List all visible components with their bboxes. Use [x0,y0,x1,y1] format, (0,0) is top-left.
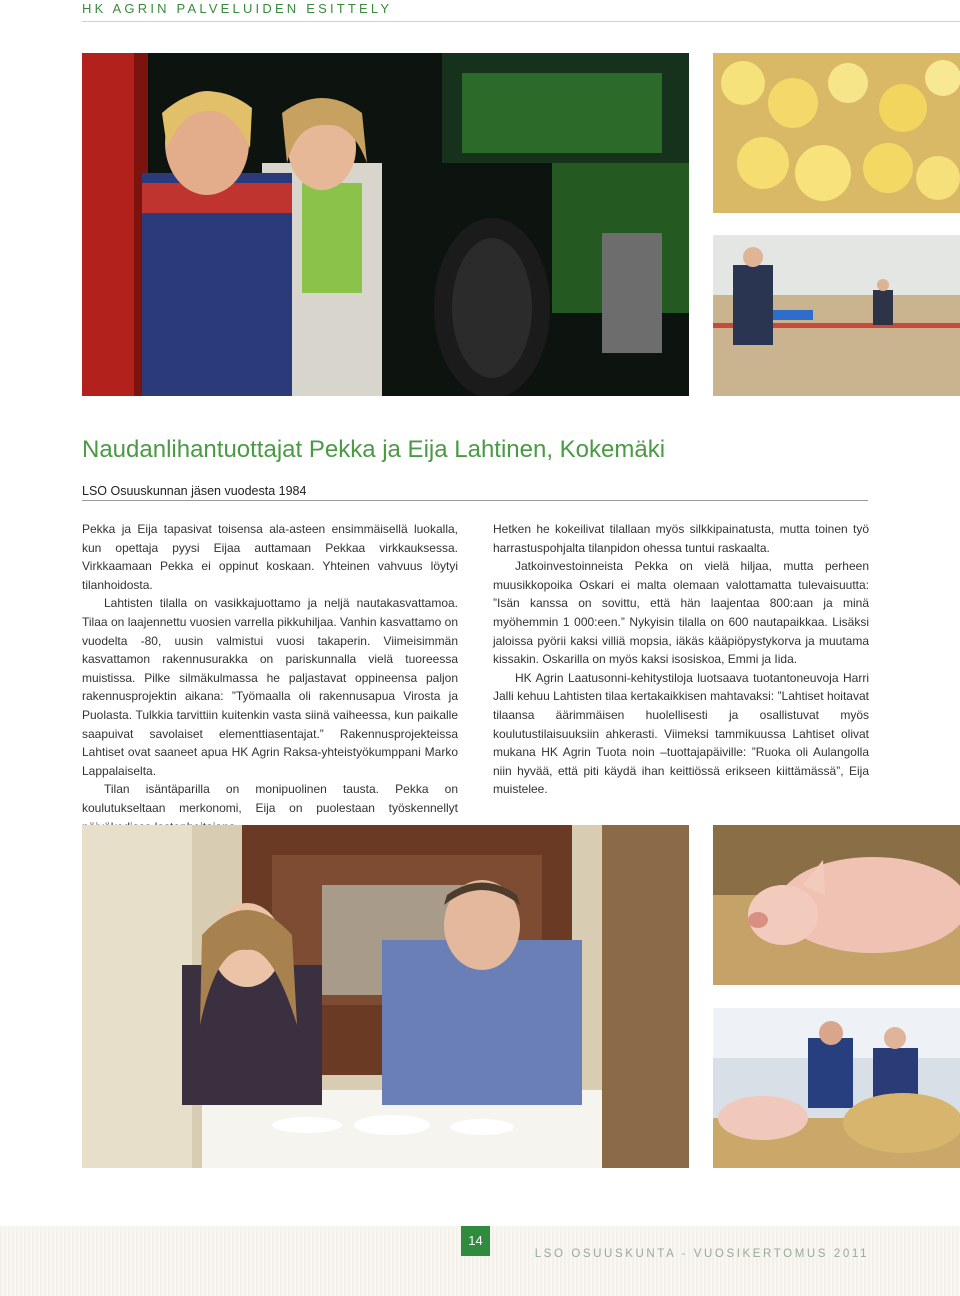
header-divider [82,21,960,22]
paragraph: Jatkoinvestoinneista Pekka on vielä hiljaa, mutta perheen muusikkopoika Oskari ei malta olemaan valottamatta tulevaisuutta: ”Isän kanssa on sovittu, että hän laajentaa 800:aan ja minä myöhemmin 1 000:een.” Nykyisin tilalla on 600 nautapaikkaa. Lisäksi jaloissa pyörii kaksi villiä mopsia, iäkäs kääpiöpystykorva ja muutama kissakin. Oskarilla on myös kaksi isosiskoa, Emmi ja Iida. [493,559,869,667]
left-column [82,520,458,836]
paragraph: HK Agrin Laatusonni-kehitystiloja luotsaava tuotantoneuvoja Harri Jalli kehuu Lahtisten tilaa kertakaikkisen mahtavaksi: ”Lahtiset hoitavat tilaansa äärimmäisen huolellisesti ja osallistuvat myös koulutustilaisuuksiin ahkerasti. Viimeksi tammikuussa Lahtiset olivat mukana HK Agrin Tuota noin –tuottajapäiville: ”Ruoka oli Aulangolla niin hyvää, että piti käydä ihan keittiössä erikseen kiittämässä”, Eija muistelee. [493,670,869,797]
subtitle-divider [82,500,868,501]
paragraph: Lahtisten tilalla on vasikkajuottamo ja neljä nautakasvattamoa. Tilaa on laajennettu vuosien varrella pikkuhiljaa. Vanhin kasvattamo on vuodelta -80, uusin valmistui vuosi takaperin. Viimeisimmän kasvattamon rakennusurakka on pariskunnalla vielä tuoreessa muistissa. Pilke silmäkulmassa he paljastavat oppineensa paljon rakennusprojektin aikana: ”Työmaalla oli rakennusapua Virosta ja Puolasta. Tulkkia tarvittiin kuitenkin vasta siinä vaiheessa, kun paikalle saapuivat savolaiset elementtiasentajat.” Rakennusprojekteissa Lahtiset ovat saaneet apua HK Agrin Raksa-yhteistyökumppani Marko Lappalaiselta. [82,596,458,778]
paragraph: Hetken he kokeilivat tilallaan myös silkkipainatusta, mutta toinen työ harrastuspohjalta tilanpidon ohessa tuntui raskaalta. [493,522,869,555]
page-number: 14 [461,1226,490,1256]
photo-farmers-tractor [82,53,689,396]
photo-couple-table [82,825,689,1168]
section-title: HK AGRIN PALVELUIDEN ESITTELY [82,1,393,16]
publication-title: LSO OSUUSKUNTA - VUOSIKERTOMUS 2011 [534,1248,869,1260]
paragraph: Tilan isäntäparilla on monipuolinen tausta. Pekka on koulutukseltaan merkonomi, Eija on puolestaan työskennellyt [82,782,458,815]
photo-couple-pigs [713,1008,960,1168]
header-band [0,0,960,20]
paragraph: Pekka ja Eija tapasivat toisensa ala-asteen ensimmäisellä luokalla, kun opettaja pyysi Eijaa auttamaan Pekkaa virkkauksessa. Virkkaamaan Pekka ei oppinut koskaan. Yhteinen vahvuus löytyi tilanhoidosta. [82,522,458,592]
photo-chicks [713,53,960,213]
photo-poultry-hall [713,235,960,396]
photo-pig [713,825,960,985]
right-column [493,520,869,799]
article-title: Naudanlihantuottajat Pekka ja Eija Lahtinen, Kokemäki [82,436,666,463]
article-subtitle: LSO Osuuskunnan jäsen vuodesta 1984 [82,484,307,498]
